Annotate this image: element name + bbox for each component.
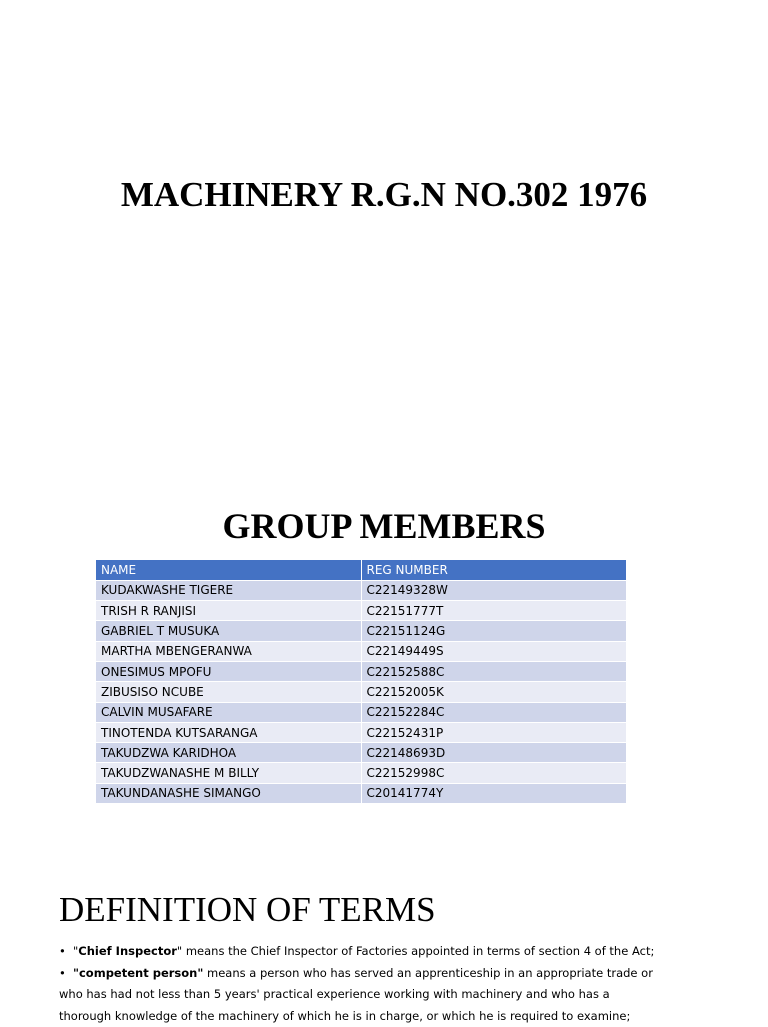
table-header-row: [96, 560, 626, 580]
bullet-icon: •: [59, 941, 73, 963]
member-reg-number: C22151777T: [361, 601, 626, 621]
table-row: [96, 580, 626, 600]
member-reg-number: C22151124G: [361, 621, 626, 641]
definition-term: "competent person": [73, 966, 203, 980]
table-row: [96, 743, 626, 763]
member-reg-number: C20141774Y: [361, 783, 626, 803]
member-reg-number: C22152284C: [361, 702, 626, 722]
member-name: TAKUDZWANASHE M BILLY: [96, 763, 361, 783]
member-reg-number: C22152005K: [361, 682, 626, 702]
document-title: MACHINERY R.G.N NO.302 1976: [0, 174, 768, 216]
member-name: TAKUNDANASHE SIMANGO: [96, 783, 361, 803]
definition-item-chief-inspector: [59, 941, 719, 963]
table-row: [96, 702, 626, 722]
close-quote: ": [177, 944, 182, 958]
table-row: [96, 661, 626, 681]
member-name: MARTHA MBENGERANWA: [96, 641, 361, 661]
member-reg-number: C22152588C: [361, 661, 626, 681]
member-reg-number: C22149449S: [361, 641, 626, 661]
table-row: [96, 682, 626, 702]
table-body: [96, 580, 626, 803]
open-quote: ": [73, 944, 78, 958]
group-members-heading: GROUP MEMBERS: [0, 504, 768, 548]
table-row: [96, 783, 626, 803]
member-name: GABRIEL T MUSUKA: [96, 621, 361, 641]
definitions-heading: DEFINITION OF TERMS: [59, 890, 436, 930]
column-header-name: NAME: [96, 560, 361, 580]
member-name: ONESIMUS MPOFU: [96, 661, 361, 681]
group-members-table: [96, 560, 627, 804]
definitions-list: [59, 941, 719, 1027]
table-row: [96, 763, 626, 783]
member-reg-number: C22152998C: [361, 763, 626, 783]
definition-text: means a person who has served an apprenticeship in an appropriate trade or: [203, 966, 653, 980]
definition-continuation-line: who has had not less than 5 years' practical experience working with machinery and who has a: [59, 984, 719, 1006]
member-name: TINOTENDA KUTSARANGA: [96, 722, 361, 742]
table-row: [96, 621, 626, 641]
table-row: [96, 601, 626, 621]
definition-text: means the Chief Inspector of Factories appointed in terms of section 4 of the Act;: [182, 944, 654, 958]
table-row: [96, 641, 626, 661]
definition-item-competent-person: [59, 963, 719, 985]
table-row: [96, 722, 626, 742]
column-header-reg-number: REG NUMBER: [361, 560, 626, 580]
member-name: TRISH R RANJISI: [96, 601, 361, 621]
member-reg-number: C22149328W: [361, 580, 626, 600]
definition-continuation-line: thorough knowledge of the machinery of which he is in charge, or which he is required to examine;: [59, 1006, 719, 1027]
member-name: KUDAKWASHE TIGERE: [96, 580, 361, 600]
member-name: ZIBUSISO NCUBE: [96, 682, 361, 702]
bullet-icon: •: [59, 963, 73, 985]
member-reg-number: C22148693D: [361, 743, 626, 763]
definition-term: Chief Inspector: [78, 944, 177, 958]
member-name: CALVIN MUSAFARE: [96, 702, 361, 722]
member-reg-number: C22152431P: [361, 722, 626, 742]
member-name: TAKUDZWA KARIDHOA: [96, 743, 361, 763]
